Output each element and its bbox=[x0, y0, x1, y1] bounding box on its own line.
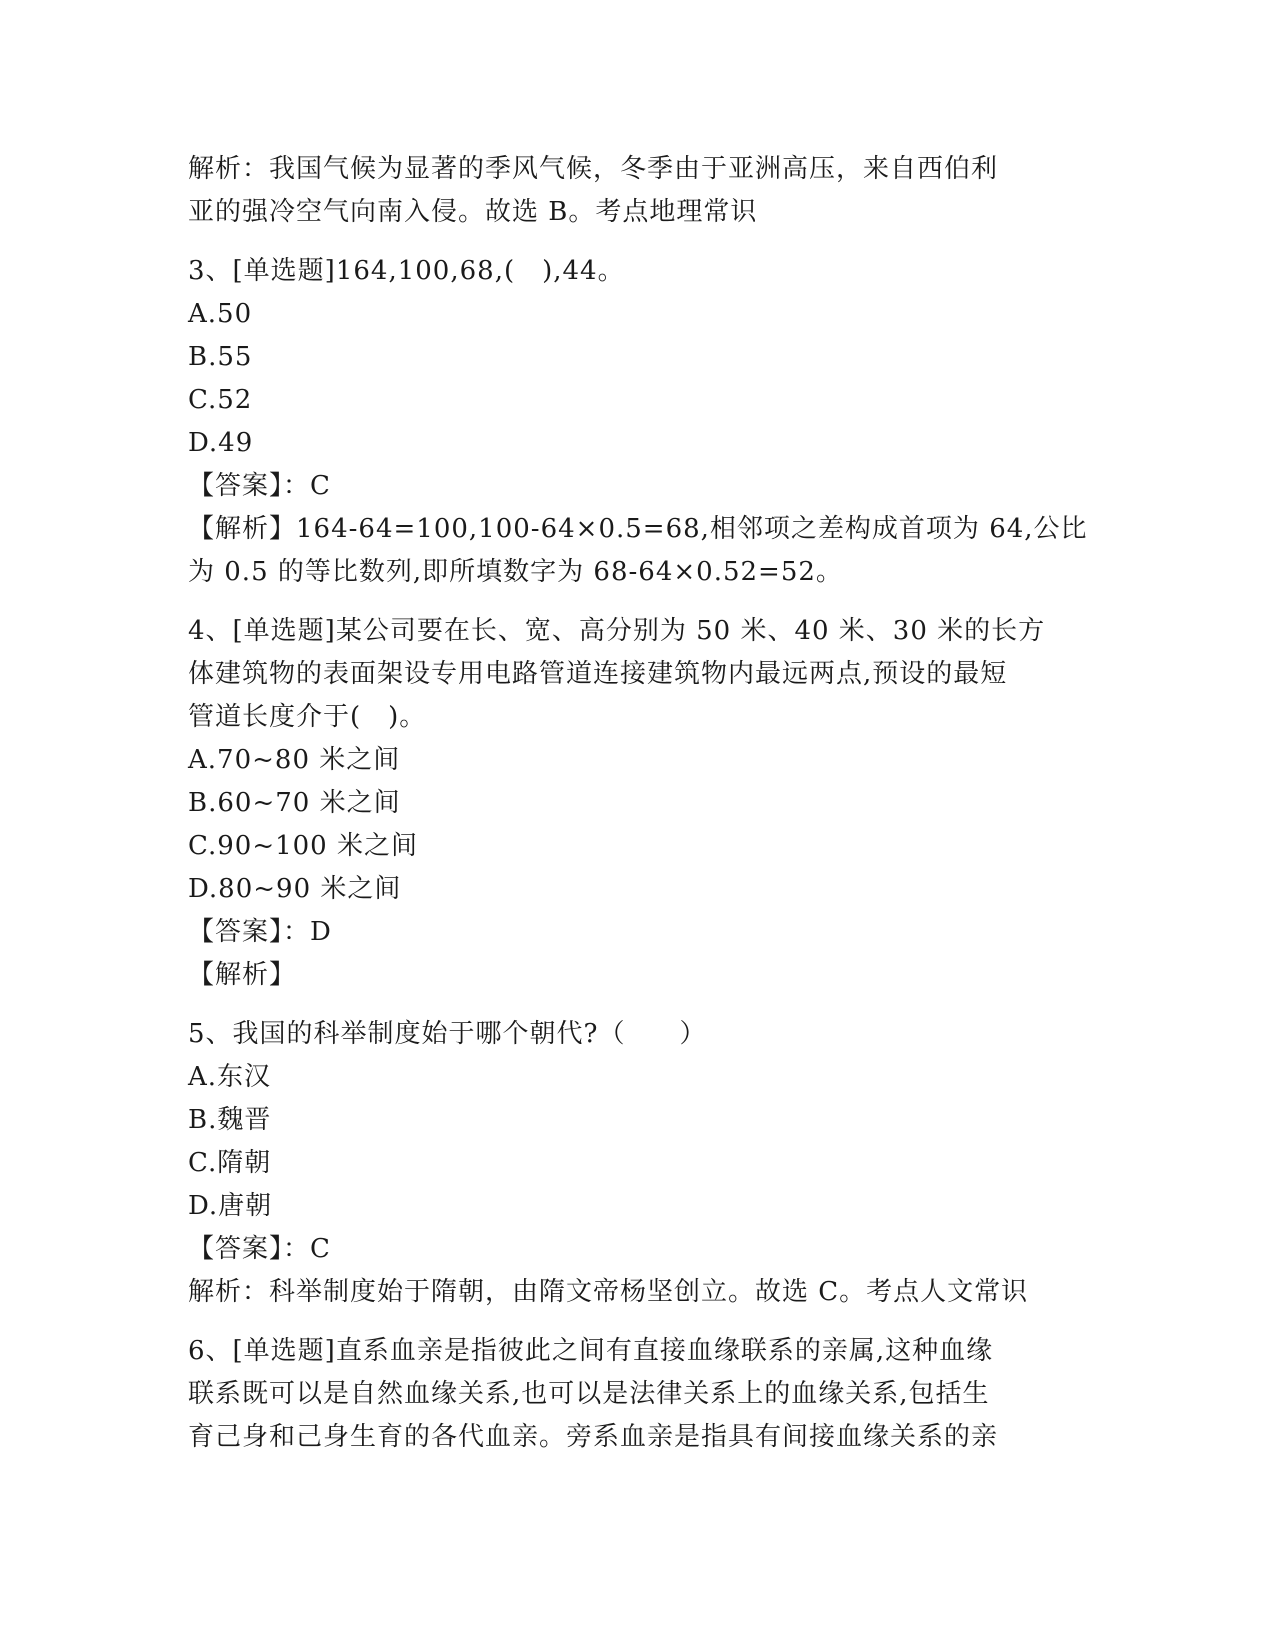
question-stem: 管道长度介于( )。 bbox=[188, 702, 427, 732]
question-stem: 育己身和己身生育的各代血亲。旁系血亲是指具有间接血缘关系的亲 bbox=[188, 1422, 999, 1452]
question-block-4 bbox=[188, 610, 1088, 997]
option-a: A.50 bbox=[188, 299, 253, 329]
option-a: A.70~80 米之间 bbox=[188, 745, 401, 775]
option-d: D.唐朝 bbox=[188, 1191, 273, 1221]
text-line: 亚的强冷空气向南入侵。故选 B。考点地理常识 bbox=[188, 197, 758, 227]
document-content bbox=[188, 148, 1088, 1459]
option-b: B.60~70 米之间 bbox=[188, 788, 401, 818]
text-line: 解析：我国气候为显著的季风气候，冬季由于亚洲高压，来自西伯利 bbox=[188, 154, 999, 184]
option-b: B.55 bbox=[188, 342, 253, 372]
question-block-3 bbox=[188, 250, 1088, 594]
option-c: C.90~100 米之间 bbox=[188, 831, 418, 861]
block-spacer bbox=[188, 234, 1088, 250]
explanation-line: 为 0.5 的等比数列,即所填数字为 68-64×0.52=52。 bbox=[188, 557, 843, 587]
explanation-line: 【解析】164-64=100,100-64×0.5=68,相邻项之差构成首项为 64,公比 bbox=[188, 514, 1088, 544]
option-b: B.魏晋 bbox=[188, 1105, 272, 1135]
question-block-6 bbox=[188, 1330, 1088, 1459]
block-spacer bbox=[188, 997, 1088, 1013]
block-spacer bbox=[188, 1314, 1088, 1330]
answer-line: 【答案】：C bbox=[188, 1234, 331, 1264]
question-stem: 体建筑物的表面架设专用电路管道连接建筑物内最远两点,预设的最短 bbox=[188, 659, 1008, 689]
question-stem: 6、[单选题]直系血亲是指彼此之间有直接血缘联系的亲属,这种血缘 bbox=[188, 1336, 994, 1366]
explanation-block-q2 bbox=[188, 148, 1088, 234]
option-c: C.52 bbox=[188, 385, 253, 415]
option-d: D.49 bbox=[188, 428, 254, 458]
option-a: A.东汉 bbox=[188, 1062, 272, 1092]
explanation-line: 【解析】 bbox=[188, 960, 297, 990]
question-stem: 3、[单选题]164,100,68,( ),44。 bbox=[188, 256, 625, 286]
question-stem: 联系既可以是自然血缘关系,也可以是法律关系上的血缘关系,包括生 bbox=[188, 1379, 990, 1409]
question-stem: 5、我国的科举制度始于哪个朝代?（ ） bbox=[188, 1019, 707, 1049]
question-stem: 4、[单选题]某公司要在长、宽、高分别为 50 米、40 米、30 米的长方 bbox=[188, 616, 1046, 646]
answer-line: 【答案】：C bbox=[188, 471, 331, 501]
option-c: C.隋朝 bbox=[188, 1148, 272, 1178]
explanation-line: 解析：科举制度始于隋朝，由隋文帝杨坚创立。故选 C。考点人文常识 bbox=[188, 1277, 1029, 1307]
question-block-5 bbox=[188, 1013, 1088, 1314]
block-spacer bbox=[188, 594, 1088, 610]
answer-line: 【答案】：D bbox=[188, 917, 332, 947]
option-d: D.80~90 米之间 bbox=[188, 874, 402, 904]
